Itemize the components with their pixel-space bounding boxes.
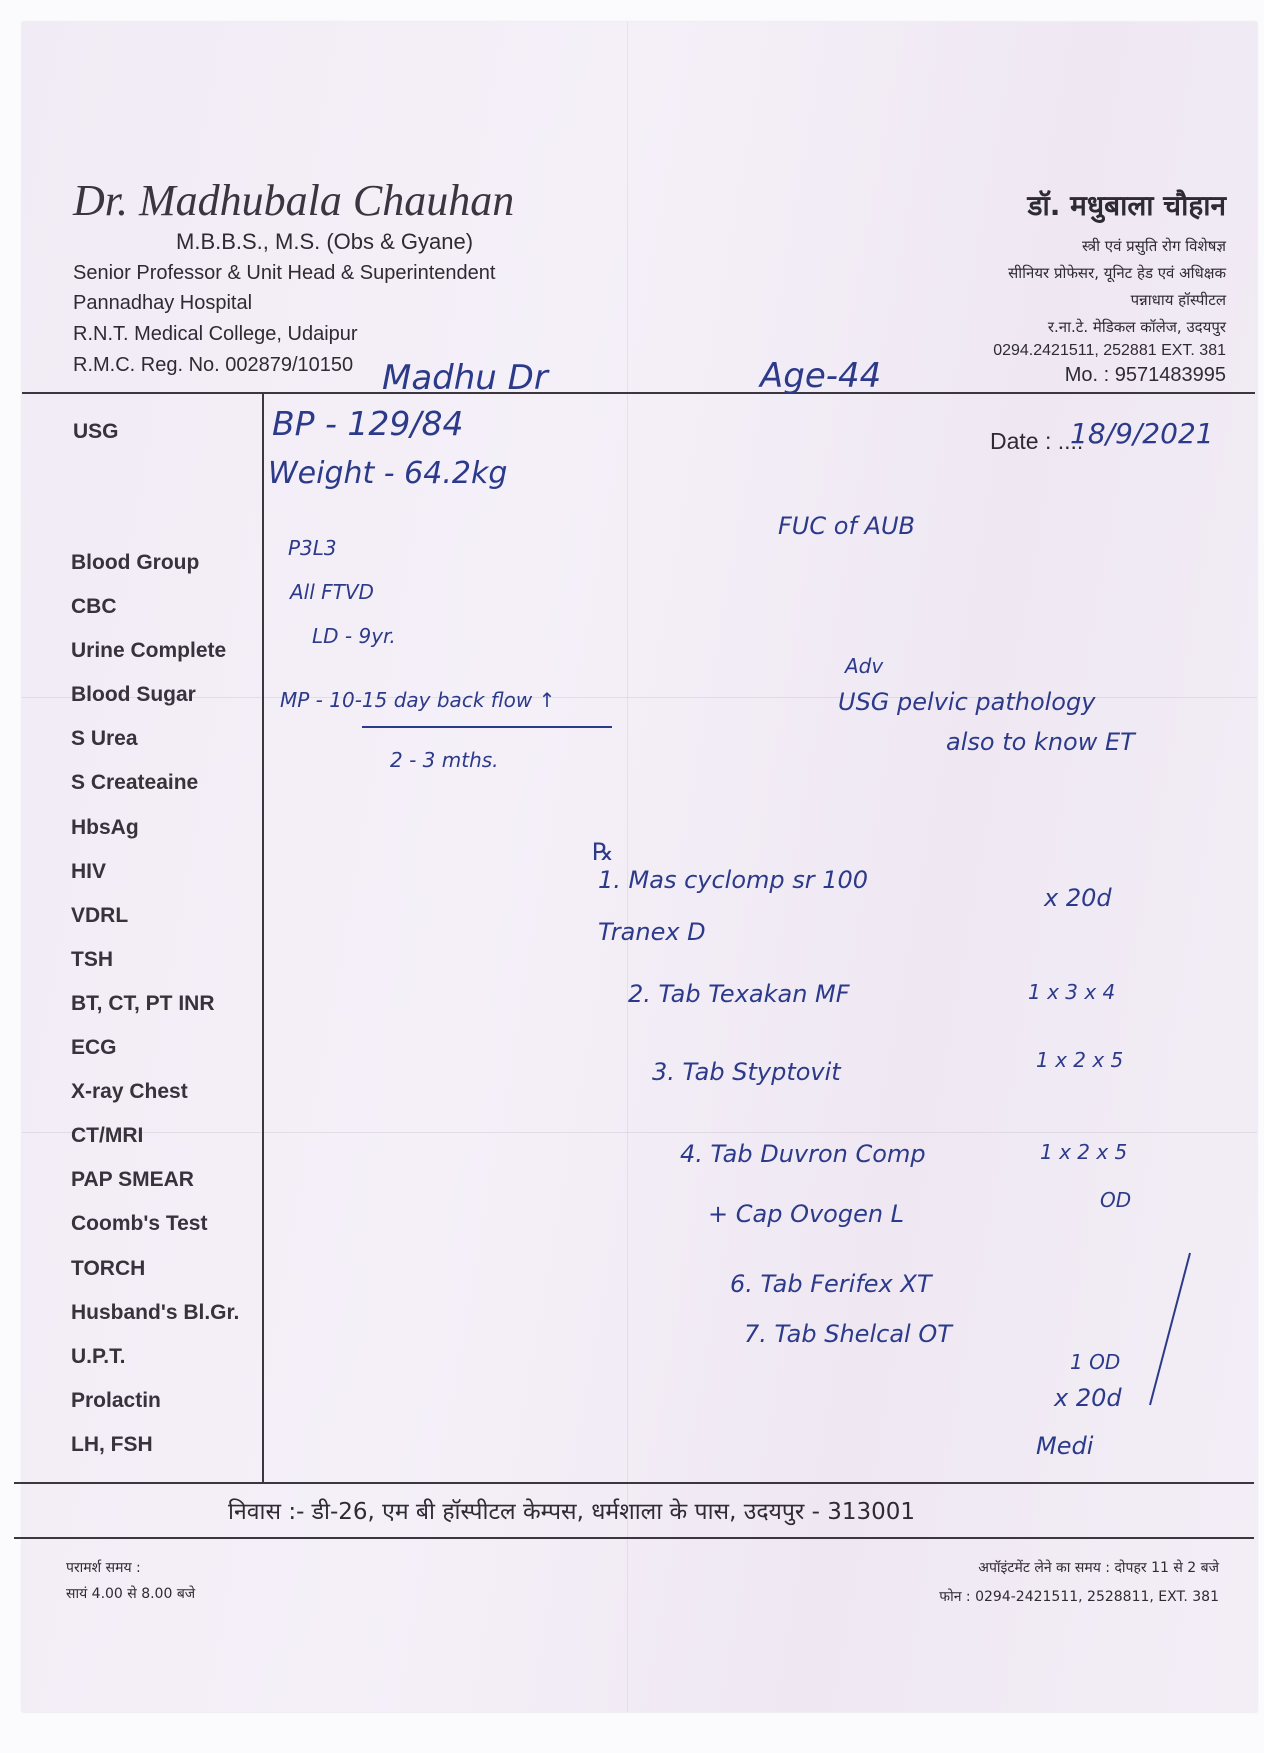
handwritten-weight: Weight - 64.2kg <box>268 456 508 491</box>
rx-line: 6. Tab Ferifex XT <box>730 1270 932 1298</box>
handwritten-bracket <box>1120 1245 1200 1415</box>
test-item: S Createaine <box>71 771 199 795</box>
footer-divider <box>14 1537 1254 1539</box>
handwritten-date: 18/9/2021 <box>1070 417 1214 450</box>
hospital-hi: पन्नाधाय हॉस्पीटल <box>1130 291 1226 309</box>
handwritten-parity: P3L3 <box>288 536 337 560</box>
test-usg: USG <box>73 420 119 443</box>
test-item: Blood Sugar <box>71 683 196 707</box>
rx-line: 1 x 2 x 5 <box>1040 1140 1128 1164</box>
handwritten-history: MP - 10-15 day back flow ↑ <box>280 688 556 712</box>
test-item: S Urea <box>71 727 138 751</box>
handwritten-history: 2 - 3 mths. <box>390 748 499 772</box>
rx-line: 2. Tab Texakan MF <box>628 980 850 1008</box>
appointment-time: अपॉइंटमेंट लेने का समय : दोपहर 11 से 2 बजे <box>978 1560 1219 1576</box>
handwritten-advice: Adv <box>845 654 884 678</box>
position-hi: सीनियर प्रोफेसर, यूनिट हेड एवं अधिक्षक <box>1008 264 1226 282</box>
specialty-hi: स्त्री एवं प्रसुति रोग विशेषज्ञ <box>1082 237 1226 255</box>
test-item: CBC <box>71 595 117 619</box>
position: Senior Professor & Unit Head & Superintendent <box>73 262 496 284</box>
test-item: ECG <box>71 1036 117 1060</box>
test-list <box>71 541 261 1467</box>
doctor-name-hi: डॉ. मधुबाला चौहान <box>1027 189 1226 222</box>
test-item: TORCH <box>71 1256 146 1280</box>
test-item: VDRL <box>71 903 129 927</box>
mobile: Mo. : 9571483995 <box>1064 364 1226 386</box>
rx-line: 1 x 3 x 4 <box>1028 980 1116 1004</box>
footer-phone: फोन : 0294-2421511, 2528811, EXT. 381 <box>939 1589 1219 1605</box>
test-item: HbsAg <box>71 815 139 839</box>
handwritten-history: LD - 9yr. <box>312 624 396 648</box>
rx-line: + Cap Ovogen L <box>708 1200 905 1228</box>
rx-line: x 20d <box>1044 884 1112 912</box>
rx-line: Tranex D <box>598 918 706 946</box>
test-item: BT, CT, PT INR <box>71 991 215 1015</box>
sidebar-divider <box>262 392 264 1482</box>
rx-line: 1. Mas cyclomp sr 100 <box>598 866 869 894</box>
handwritten-diagnosis: FUC of AUB <box>778 512 915 540</box>
rx-line: 1 OD <box>1070 1350 1121 1374</box>
rx-line: 3. Tab Styptovit <box>652 1058 841 1086</box>
handwritten-patient-name: Madhu Dr <box>382 358 548 398</box>
handwritten-bp: BP - 129/84 <box>272 404 464 443</box>
doctor-name-en: Dr. Madhubala Chauhan <box>73 176 515 225</box>
hospital: Pannadhay Hospital <box>73 292 253 314</box>
test-item: CT/MRI <box>71 1124 144 1148</box>
header-divider <box>22 392 1255 394</box>
test-item: Urine Complete <box>71 639 227 663</box>
residence-address: निवास :- डी-26, एम बी हॉस्पीटल केम्पस, धर्मशाला के पास, उदयपुर - 313001 <box>228 1499 916 1525</box>
registration-number: R.M.C. Reg. No. 002879/10150 <box>73 354 354 376</box>
rx-line: Medi <box>1036 1432 1094 1460</box>
consultation-time: सायं 4.00 से 8.00 बजे <box>66 1586 196 1602</box>
college: R.N.T. Medical College, Udaipur <box>73 323 358 345</box>
rx-line: 7. Tab Shelcal OT <box>744 1320 952 1348</box>
test-item: LH, FSH <box>71 1432 153 1456</box>
consultation-label: परामर्श समय : <box>66 1560 141 1576</box>
handwritten-underline <box>362 726 612 728</box>
college-hi: र.ना.टे. मेडिकल कॉलेज, उदयपुर <box>1047 318 1226 336</box>
test-item: Husband's Bl.Gr. <box>71 1300 240 1324</box>
rx-symbol: ℞ <box>592 838 614 866</box>
date-label: Date : .... <box>990 428 1084 454</box>
handwritten-age: Age-44 <box>760 356 882 396</box>
test-item: TSH <box>71 947 113 971</box>
test-item: PAP SMEAR <box>71 1168 194 1192</box>
degrees: M.B.B.S., M.S. (Obs & Gyane) <box>176 229 474 254</box>
rx-line: x 20d <box>1054 1384 1122 1412</box>
test-item: Prolactin <box>71 1388 161 1412</box>
phone: 0294.2421511, 252881 EXT. 381 <box>993 342 1226 359</box>
test-item: U.P.T. <box>71 1344 126 1368</box>
rx-line: 1 x 2 x 5 <box>1036 1048 1124 1072</box>
test-item: HIV <box>71 859 107 883</box>
test-item: Blood Group <box>71 551 200 574</box>
handwritten-advice: also to know ET <box>946 728 1135 756</box>
handwritten-advice: USG pelvic pathology <box>838 688 1096 716</box>
rx-line: OD <box>1100 1188 1132 1212</box>
handwritten-history: All FTVD <box>290 580 374 604</box>
test-item: Coomb's Test <box>71 1212 208 1236</box>
test-item: X-ray Chest <box>71 1080 188 1104</box>
rx-line: 4. Tab Duvron Comp <box>680 1140 926 1168</box>
footer-divider <box>14 1482 1254 1484</box>
